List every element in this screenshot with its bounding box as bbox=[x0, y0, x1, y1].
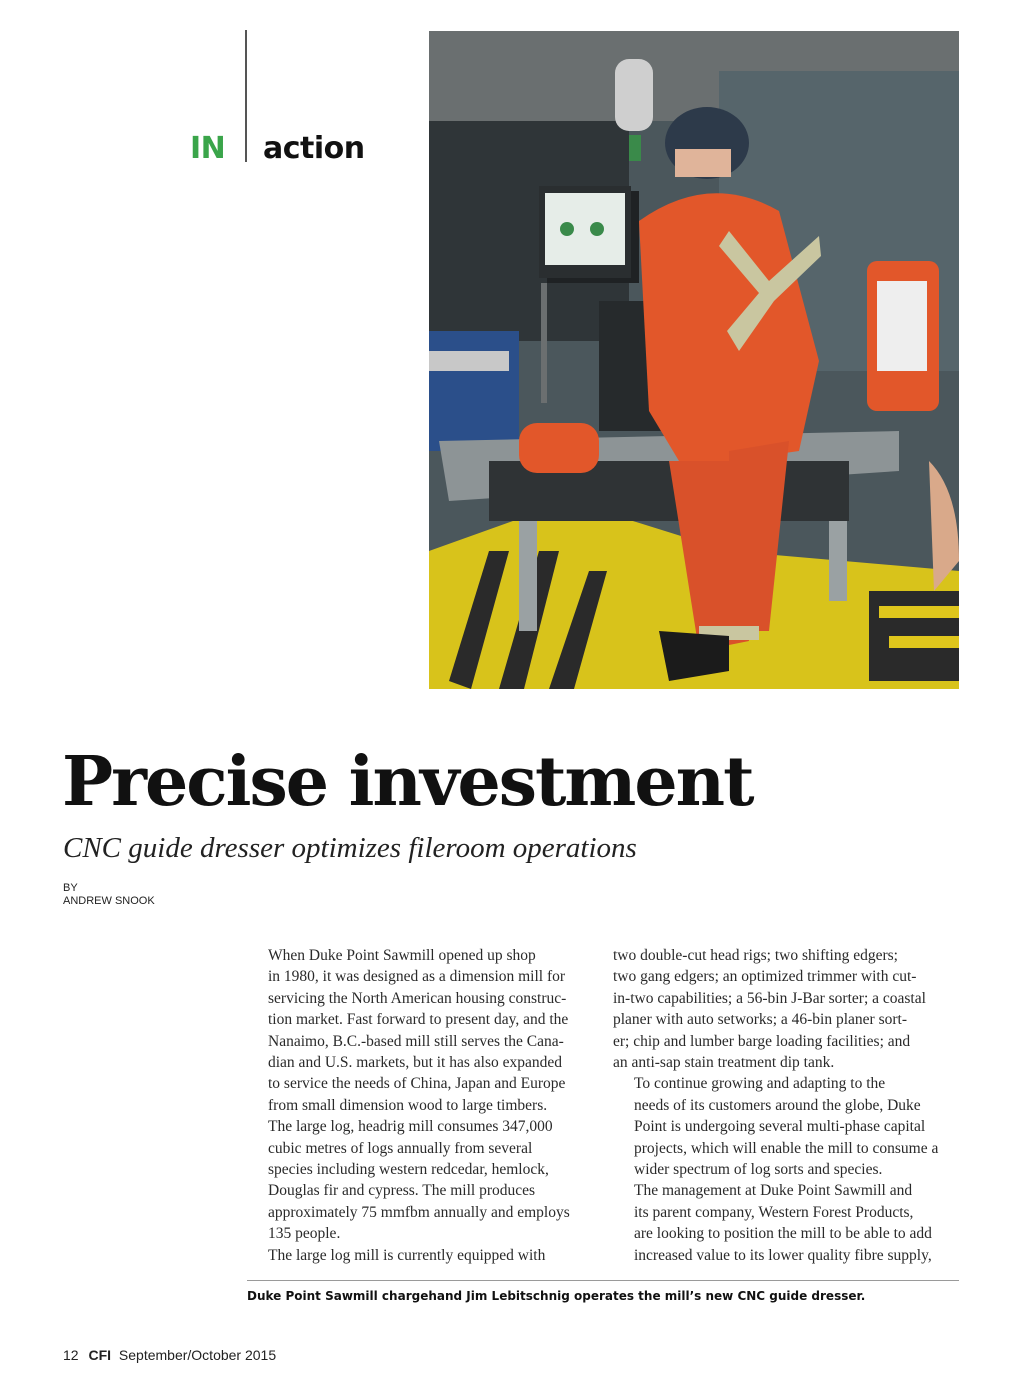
paragraph bbox=[613, 1180, 959, 1266]
page-footer bbox=[63, 1347, 276, 1363]
text-line: The management at Duke Point Sawmill and bbox=[634, 1182, 913, 1200]
text-line: are looking to position the mill to be able to add bbox=[634, 1225, 932, 1243]
section-tag-prefix: IN bbox=[190, 130, 226, 166]
text-line: increased value to its lower quality fibre supply, bbox=[634, 1246, 932, 1264]
text-line: cubic metres of logs annually from several bbox=[268, 1139, 533, 1157]
text-line: projects, which will enable the mill to consume a bbox=[634, 1139, 939, 1157]
text-line: Point is undergoing several multi-phase capital bbox=[634, 1118, 926, 1136]
text-line: in 1980, it was designed as a dimension mill for bbox=[268, 968, 566, 986]
text-line: The large log, headrig mill consumes 347,000 bbox=[268, 1118, 553, 1136]
byline bbox=[63, 882, 155, 908]
text-line: to service the needs of China, Japan and Europe bbox=[268, 1075, 566, 1093]
text-line: from small dimension wood to large timbers. bbox=[268, 1096, 548, 1114]
text-line: er; chip and lumber barge loading facilities; and bbox=[613, 1032, 911, 1050]
page-number: 12 bbox=[63, 1347, 79, 1363]
text-line: species including western redcedar, hemlock, bbox=[268, 1161, 549, 1179]
text-line: its parent company, Western Forest Products, bbox=[634, 1203, 914, 1221]
caption-divider bbox=[247, 1280, 959, 1281]
body-column-right bbox=[613, 945, 959, 1266]
section-tag-word: action bbox=[263, 130, 365, 166]
article-subtitle: CNC guide dresser optimizes fileroom operations bbox=[63, 832, 637, 864]
magazine-name: CFI bbox=[88, 1347, 112, 1363]
text-line: dian and U.S. markets, but it has also expanded bbox=[268, 1054, 563, 1072]
body-column-left bbox=[247, 945, 593, 1266]
issue-date: September/October 2015 bbox=[118, 1347, 277, 1363]
text-line: 135 people. bbox=[268, 1225, 341, 1243]
byline-label: BY bbox=[63, 882, 78, 894]
text-line: two gang edgers; an optimized trimmer with cut- bbox=[613, 968, 917, 986]
article-title: Precise investment bbox=[62, 742, 753, 822]
text-line: To continue growing and adapting to the bbox=[634, 1075, 886, 1093]
text-line: planer with auto setworks; a 46-bin planer sort- bbox=[613, 1011, 907, 1029]
text-line: in-two capabilities; a 56-bin J-Bar sorter; a coastal bbox=[613, 989, 926, 1007]
text-line: an anti-sap stain treatment dip tank. bbox=[613, 1054, 835, 1072]
article-photo bbox=[429, 31, 959, 689]
text-line: When Duke Point Sawmill opened up shop bbox=[268, 947, 536, 964]
section-tag bbox=[190, 128, 365, 168]
text-line: The large log mill is currently equipped with bbox=[268, 1246, 546, 1264]
paragraph bbox=[613, 945, 959, 1073]
text-line: wider spectrum of log sorts and species. bbox=[634, 1161, 883, 1179]
paragraph bbox=[247, 1116, 593, 1244]
text-line: approximately 75 mmfbm annually and employs bbox=[268, 1203, 570, 1221]
text-line: two double-cut head rigs; two shifting edgers; bbox=[613, 947, 898, 964]
text-line: needs of its customers around the globe, Duke bbox=[634, 1096, 921, 1114]
section-divider-rule bbox=[245, 30, 247, 162]
byline-author: ANDREW SNOOK bbox=[63, 895, 155, 907]
paragraph bbox=[247, 945, 593, 1116]
text-line: servicing the North American housing construc- bbox=[268, 989, 567, 1007]
text-line: Nanaimo, B.C.-based mill still serves the Cana- bbox=[268, 1032, 564, 1050]
photo-caption: Duke Point Sawmill chargehand Jim Lebitschnig operates the mill’s new CNC guide dresser. bbox=[247, 1289, 866, 1303]
paragraph bbox=[613, 1073, 959, 1180]
text-line: Douglas fir and cypress. The mill produces bbox=[268, 1182, 536, 1200]
text-line: tion market. Fast forward to present day, and the bbox=[268, 1011, 569, 1029]
paragraph bbox=[247, 1245, 593, 1266]
